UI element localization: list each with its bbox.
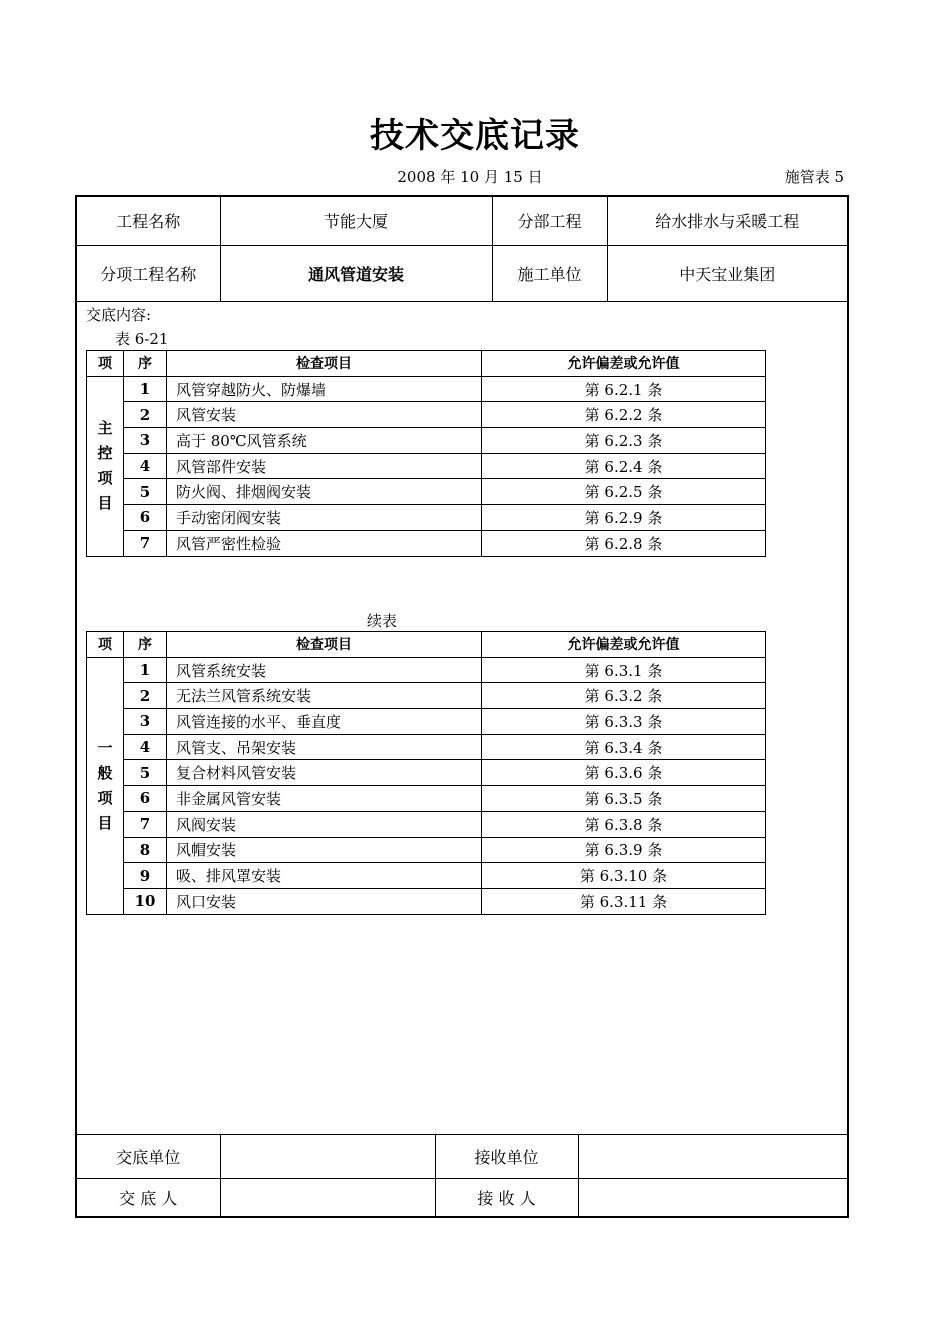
col-seq-header: 序	[124, 351, 167, 377]
general-items-table	[86, 631, 766, 915]
table-row: 7 风管严密性检验 第 6.2.8 条	[87, 530, 766, 556]
table-row: 2 风管安装 第 6.2.2 条	[87, 402, 766, 428]
table-row: 主 控 项 目 1 风管穿越防火、防爆墙 第 6.2.1 条	[87, 376, 766, 402]
document-date: 2008 年 10 月 15 日	[397, 168, 543, 186]
col-group-header: 项	[87, 632, 124, 658]
project-name-label: 工程名称	[77, 197, 220, 245]
issuer-person-label: 交 底 人	[77, 1178, 220, 1216]
group-general: 一 般 项 目	[87, 657, 124, 914]
header-table	[77, 197, 847, 302]
subitem-value: 通风管道安装	[220, 245, 492, 301]
table-row: 5 复合材料风管安装 第 6.3.6 条	[87, 760, 766, 786]
table-row: 8 风帽安装 第 6.3.9 条	[87, 837, 766, 863]
col-allowance-header: 允许偏差或允许值	[482, 632, 766, 658]
issuer-person-field	[220, 1178, 435, 1216]
col-allowance-header: 允许偏差或允许值	[482, 351, 766, 377]
receiver-unit-field	[578, 1134, 847, 1178]
subitem-label: 分项工程名称	[77, 245, 220, 301]
receiver-person-field	[578, 1178, 847, 1216]
contractor-label: 施工单位	[492, 245, 607, 301]
table-row: 5 防火阀、排烟阀安装 第 6.2.5 条	[87, 479, 766, 505]
contractor-value: 中天宝业集团	[607, 245, 847, 301]
table-row: 9 吸、排风罩安装 第 6.3.10 条	[87, 863, 766, 889]
table-row: 6 手动密闭阀安装 第 6.2.9 条	[87, 505, 766, 531]
table-row: 4 风管部件安装 第 6.2.4 条	[87, 453, 766, 479]
col-group-header: 项	[87, 351, 124, 377]
project-name-value: 节能大厦	[220, 197, 492, 245]
table-row: 6 非金属风管安装 第 6.3.5 条	[87, 786, 766, 812]
document-title: 技术交底记录	[370, 116, 580, 156]
table2-label: 续表	[366, 612, 397, 630]
content-label: 交底内容:	[86, 306, 152, 324]
record-frame	[75, 195, 849, 1218]
table-row: 4 风管支、吊架安装 第 6.3.4 条	[87, 734, 766, 760]
table1-label: 表 6-21	[115, 330, 169, 348]
table-row: 一 般 项 目 1 风管系统安装 第 6.3.1 条	[87, 657, 766, 683]
table-row: 2 无法兰风管系统安装 第 6.3.2 条	[87, 683, 766, 709]
signature-table	[77, 1134, 847, 1217]
main-control-table	[86, 350, 766, 557]
issuer-unit-label: 交底单位	[77, 1134, 220, 1178]
division-label: 分部工程	[492, 197, 607, 245]
col-item-header: 检查项目	[167, 351, 482, 377]
division-value: 给水排水与采暖工程	[607, 197, 847, 245]
receiver-unit-label: 接收单位	[435, 1134, 578, 1178]
receiver-person-label: 接 收 人	[435, 1178, 578, 1216]
table-row: 3 风管连接的水平、垂直度 第 6.3.3 条	[87, 709, 766, 735]
form-number: 施管表 5	[784, 168, 844, 186]
col-item-header: 检查项目	[167, 632, 482, 658]
col-seq-header: 序	[124, 632, 167, 658]
table-row: 10 风口安装 第 6.3.11 条	[87, 888, 766, 914]
table-row: 7 风阀安装 第 6.3.8 条	[87, 811, 766, 837]
group-main-control: 主 控 项 目	[87, 376, 124, 556]
table-row: 3 高于 80℃风管系统 第 6.2.3 条	[87, 428, 766, 454]
issuer-unit-field	[220, 1134, 435, 1178]
